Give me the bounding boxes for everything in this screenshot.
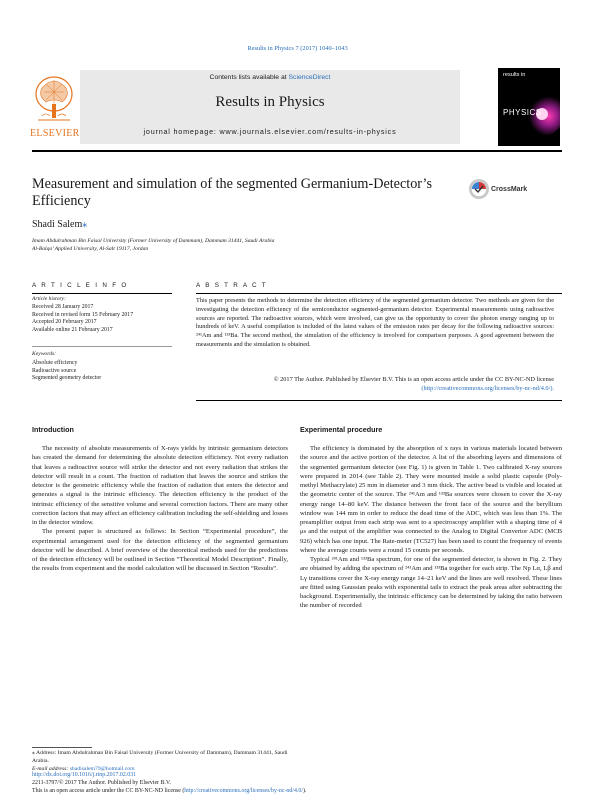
article-info-rule (32, 293, 172, 294)
author-footnote-mark[interactable]: ⁎ (82, 219, 88, 230)
experimental-body (300, 444, 562, 611)
license-suffix: ). (302, 787, 307, 794)
contents-prefix: Contents lists available at (209, 74, 289, 81)
intro-paragraph-1: The necessity of absolute measurements of X-rays yields by intrinsic germanium detectors has created the demand for determining the absolute detection efficiency. Not every radiation that leaves a radioactive source will strike the detector and not every radiation that strikes the detector will result in a count. The fraction of radiation that leaves the source and strikes the detector is the geometric efficiency while the fraction of radiation that enters the detector and generates a signal is the intrinsic efficiency. The detection efficiency is the product of the intrinsic efficiency of the sensitive volume and several correction factors. There are many other correction factors that may affect an efficiency calibration including the self-shielding and losses in the detector window. (32, 445, 288, 526)
author-email-link[interactable]: shadisalem79@hotmail.com (69, 765, 135, 772)
history-item: Received 28 January 2017 (32, 304, 94, 310)
abstract-heading: A B S T R A C T (196, 282, 268, 289)
journal-cover[interactable] (498, 68, 560, 146)
journal-name[interactable]: Results in Physics (215, 94, 325, 110)
journal-reference[interactable]: Results in Physics 7 (2017) 1040–1043 (247, 45, 348, 52)
abstract-text: This paper presents the methods to determine the detection efficiency of the segmented germanium detector. Two methods are given for the investigating the detection efficiency of the semiconductor segmented-germanium detector. Experimental measurements using radioactive sources are reported. The radioactive sources, which were involved, can give us the opportunity to cover the photon energy ranging up to hundreds of keV. A useful compilation is included of the latest values of the emission rates per decay for the following radioactive sources: ²⁴¹Am and ¹³³Ba. The second method, the simulation of the efficiency is involved for comparison purposes. A good agreement between the measurements and the simulation is obtained. (196, 297, 554, 348)
history-label: Article history: (32, 296, 67, 302)
introduction-body (32, 444, 288, 574)
history-item: Accepted 20 February 2017 (32, 319, 97, 326)
copyright-line (196, 376, 554, 394)
abstract-bottom-rule (196, 400, 562, 401)
cover-title: results in (503, 72, 526, 78)
email-label: E-mail address: (32, 765, 70, 772)
author-line (32, 219, 87, 230)
cover-art (498, 68, 560, 146)
experimental-paragraph-2: Typical ²⁴¹Am and ¹³³Ba spectrum, for one of the segmented detector, is shown in Fig. 2. They are obtained by adding the spectrum of ²⁴¹Am and ¹³³Ba together for each strip. The Np Lα, Lβ and Lγ transitions cover the X-ray energy range 14–21 keV and the lines are well resolved. These lines are fitted using Gaussian peaks with exponential tails to extract the peak areas after subtracting the background. Experimentally, the intrinsic efficiency can be determined by taking the ratio between the number of recorded (300, 556, 562, 610)
license-line (32, 788, 562, 794)
keyword-item: Radioactive source (32, 367, 77, 374)
footer-license-link[interactable]: http://creativecommons.org/licenses/by-nc-nd/4.0/ (184, 787, 303, 794)
history-item: Received in revised form 15 February 2017 (32, 311, 134, 318)
crossmark-icon[interactable] (468, 178, 490, 200)
intro-paragraph-2: The present paper is structured as follows: In Section “Experimental procedure”, the experimental arrangement used for the detection efficiency of the segmented germanium detector will be described. A brief overview of the theoretical methods used for the predictions of the detection efficiency will be outlined in Section “Theoretical Model Description”. Finally, the results from experiment and the model calculation will be discussed in Section “Results”. (32, 528, 288, 573)
license-prefix: This is an open access article under the CC BY-NC-ND license ( (32, 787, 185, 794)
footnote-address: ⁎ Address: Imam Abdulrahman Bin Faisal University (Former University of Dammam), Dammam 31441, Saudi Arabia. (32, 750, 288, 764)
author-name: Shadi Salem (32, 219, 83, 230)
contents-line (80, 74, 460, 81)
header-rule (32, 150, 562, 152)
keyword-item: Segmented geometry detector (32, 375, 102, 382)
affiliation-1: Imam Abdulrahman Bin Faisal University (Former University of Dammam), Dammam 31441, Saudi Arabia (32, 238, 275, 244)
history-item: Available online 21 February 2017 (32, 326, 113, 333)
issn-line: 2211-3797/© 2017 The Author. Published by Elsevier B.V. (32, 779, 171, 786)
doi-link[interactable]: http://dx.doi.org/10.1016/j.rinp.2017.02.031 (32, 772, 137, 778)
license-link[interactable]: (http://creativecommons.org/licenses/by-nc-nd/4.0/). (421, 384, 554, 392)
elsevier-tree-logo (32, 70, 76, 130)
keywords-label: Keywords: (32, 351, 57, 357)
history-list (32, 304, 182, 334)
keywords-list (32, 360, 182, 383)
footnote-rule (32, 747, 92, 748)
article-info-heading: A R T I C L E I N F O (32, 282, 129, 289)
introduction-heading: Introduction (32, 425, 74, 434)
abstract-rule (196, 293, 562, 294)
cover-word: PHYSICS (503, 108, 542, 117)
elsevier-wordmark: ELSEVIER (30, 128, 80, 139)
crossmark-label[interactable]: CrossMark (491, 186, 528, 193)
affiliation-2: Al-Balqa’ Applied University, Al-Salt 19117, Jordan (32, 246, 149, 252)
journal-homepage[interactable]: journal homepage: www.journals.elsevier.com/results-in-physics (143, 127, 397, 136)
footnote (32, 750, 288, 773)
keyword-item: Absolute efficiency (32, 360, 78, 366)
sciencedirect-link[interactable]: ScienceDirect (288, 74, 331, 81)
experimental-paragraph-1: The efficiency is dominated by the absorption of x rays in various materials located between the source and the active portion of the detector. A list of the absorbing layers and dimensions of the segmented germanium detector (see Fig. 1) is given in Table 1. Two calibrated X-ray sources were prepared in 2014 (see Table 2). They were mounted inside a solid plastic capsule (Poly-methyl Methacrylate) 25 mm in diameter and 3 mm thick. The active bead is visible and located at the geometric center of the source. The ²⁴¹Am and ¹³³Ba sources were chosen to cover the X-ray energy range 14–80 keV. The distance between the front face of the source and the beryllium window was 144 mm in order to reduce the dead time of the ADC, which was less than 1%. The preamplifier output from each strip was sent to a spectroscopy amplifier with a shaping time of 4 μs and the output of the amplifier was connected to the Analog to Digital Convertor ADC (MCB 926) which has one input. The Rate-meter (TC527) has been used to count the frequency of events where the average counts were a round 15 counts per seconds. (300, 445, 562, 554)
copyright-text: © 2017 The Author. Published by Elsevier B.V. This is an open access article under the CC BY-NC-ND license (273, 376, 554, 383)
article-title: Measurement and simulation of the segmented Germanium-Detector’s Efficiency (32, 176, 433, 209)
page-footer (32, 772, 562, 794)
keywords-rule (32, 346, 172, 347)
experimental-heading: Experimental procedure (300, 425, 383, 434)
